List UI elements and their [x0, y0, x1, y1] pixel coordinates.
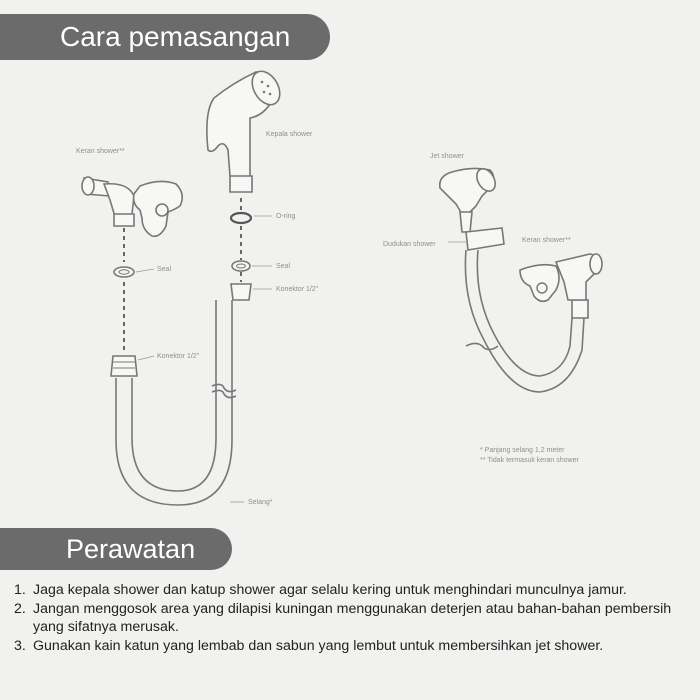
connector-right: [231, 284, 251, 300]
note-hose-length: * Panjang selang 1,2 meter: [480, 447, 565, 454]
note-faucet-excluded: ** Tidak termasuk keran shower: [480, 457, 579, 464]
list-item: [14, 637, 698, 656]
list-item: [14, 581, 698, 600]
label-jet-shower: Jet shower: [430, 153, 464, 160]
shower-holder: [466, 228, 504, 250]
list-item-text: Jangan menggosok area yang dilapisi kuningan menggunakan deterjen atau bahan-bahan pembersih yang sifatnya merusak.: [33, 600, 672, 636]
label-o-ring: O-ring: [276, 213, 296, 220]
list-item-number: 3.: [14, 637, 26, 654]
shower-head-illustration: [207, 66, 286, 192]
label-dudukan-shower: Dudukan shower: [383, 241, 436, 248]
label-seal-right: Seal: [276, 263, 291, 270]
o-ring: [231, 213, 251, 223]
assembled-jet-shower: [440, 166, 602, 392]
label-konektor-left: Konektor 1/2": [157, 353, 200, 360]
list-item-text: Gunakan kain katun yang lembab dan sabun yang lembut untuk membersihkan jet shower.: [33, 637, 604, 654]
hose: [116, 300, 232, 505]
label-selang: Selang*: [248, 499, 273, 506]
section-title-install-label: Cara pemasangan: [60, 21, 291, 52]
list-item-number: 2.: [14, 600, 26, 617]
section-title-install: [0, 14, 330, 60]
list-item-number: 1.: [14, 582, 26, 598]
list-item: [14, 600, 698, 637]
label-keran-shower: Keran shower**: [76, 148, 125, 155]
care-instructions-list: [14, 581, 698, 655]
connector-left: [111, 356, 137, 376]
section-title-care: [0, 528, 232, 570]
label-konektor-right: Konektor 1/2": [276, 286, 319, 293]
label-keran-shower-2: Keran shower**: [522, 237, 571, 244]
section-title-care-label: Perawatan: [66, 533, 196, 564]
label-kepala-shower: Kepala shower: [266, 131, 313, 138]
label-seal-left: Seal: [157, 266, 172, 273]
installation-diagram: [0, 60, 700, 526]
list-item-text: Jaga kepala shower dan katup shower agar selalu kering untuk menghindari munculnya jamur.: [33, 582, 627, 598]
faucet-illustration: [82, 177, 182, 236]
